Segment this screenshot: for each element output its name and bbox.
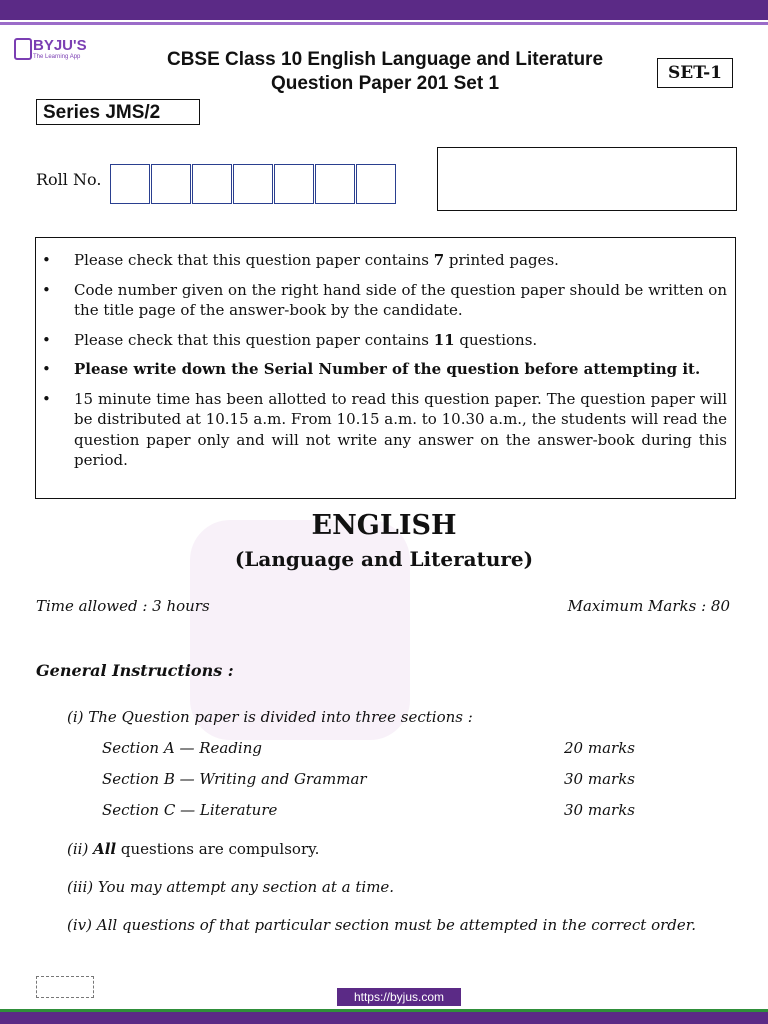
section-a-name: Section A — Reading xyxy=(102,739,262,757)
roll-no-box[interactable] xyxy=(151,164,191,204)
instruction-text-bold: 7 xyxy=(433,251,445,269)
series-label-box: Series JMS/2 xyxy=(36,99,200,125)
instructions-box xyxy=(35,237,736,499)
roll-no-box[interactable] xyxy=(192,164,232,204)
instruction-text-pre: 15 minute time has been allotted to read this question paper. The question paper will be distributed at 10.15 a.m. From 10.15 a.m. to 10.30 a.m., the students will read the question paper only and will not write any answer on the answer-book during this period. xyxy=(74,389,727,469)
instruction-ii-number: (ii) xyxy=(67,840,89,858)
bullet-icon: • xyxy=(42,280,51,299)
logo-subtext: The Learning App xyxy=(33,54,81,60)
bullet-icon: • xyxy=(42,251,51,269)
byjus-url-link[interactable]: https://byjus.com xyxy=(337,988,461,1006)
instruction-item xyxy=(36,330,727,351)
instruction-item xyxy=(36,250,727,271)
paper-header xyxy=(100,48,670,96)
instruction-text-post: printed pages. xyxy=(444,251,559,269)
instructions-list xyxy=(36,238,735,471)
paper-title: ENGLISH xyxy=(311,510,457,541)
time-allowed: Time allowed : 3 hours xyxy=(36,597,210,615)
instruction-text-pre: Please check that this question paper contains xyxy=(74,330,434,349)
bullet-icon: • xyxy=(42,360,51,378)
general-instructions-heading: General Instructions : xyxy=(36,661,234,680)
roll-no-box[interactable] xyxy=(315,164,355,204)
header-title-line1: CBSE Class 10 English Language and Literature xyxy=(166,49,604,70)
roll-no-boxes xyxy=(110,164,397,204)
instruction-ii-bold: All xyxy=(93,840,117,858)
section-c-name: Section C — Literature xyxy=(102,801,278,819)
stamp-box xyxy=(36,976,94,998)
instruction-text-pre: Please check that this question paper contains xyxy=(74,251,434,269)
bullet-icon: • xyxy=(42,330,51,349)
section-a-marks: 20 marks xyxy=(564,739,635,757)
byjus-logo-icon xyxy=(14,38,32,60)
byjus-logo xyxy=(14,36,86,64)
roll-no-box[interactable] xyxy=(274,164,314,204)
instruction-item xyxy=(36,389,727,471)
instruction-text-bold: 11 xyxy=(433,330,455,349)
instruction-item xyxy=(36,280,727,321)
instruction-item xyxy=(36,359,727,380)
roll-no-box[interactable] xyxy=(233,164,273,204)
bottom-brand-bar xyxy=(0,1012,768,1024)
instruction-ii-text: questions are compulsory. xyxy=(120,840,320,858)
instruction-iii: (iii) You may attempt any section at a time. xyxy=(67,878,395,896)
paper-subtitle: (Language and Literature) xyxy=(234,547,534,571)
section-b-marks: 30 marks xyxy=(564,770,635,788)
roll-no-box[interactable] xyxy=(356,164,396,204)
header-title-line2: Question Paper 201 Set 1 xyxy=(270,73,500,94)
section-b-name: Section B — Writing and Grammar xyxy=(102,770,367,788)
code-number-box xyxy=(437,147,737,211)
instruction-text-pre: Code number given on the right hand side of the question paper should be written on the title page of the answer-book by the candidate. xyxy=(74,280,727,319)
maximum-marks: Maximum Marks : 80 xyxy=(567,597,730,615)
instruction-text-bold: Please write down the Serial Number of the question before attempting it. xyxy=(74,360,701,378)
set-label-box: SET-1 xyxy=(657,58,733,88)
instruction-ii xyxy=(67,840,319,858)
top-brand-bar xyxy=(0,0,768,20)
roll-no-box[interactable] xyxy=(110,164,150,204)
instruction-iv: (iv) All questions of that particular section must be attempted in the correct order. xyxy=(67,916,697,934)
instruction-i: (i) The Question paper is divided into three sections : xyxy=(67,708,473,726)
top-accent-line xyxy=(0,22,768,25)
section-c-marks: 30 marks xyxy=(564,801,635,819)
bullet-icon: • xyxy=(42,389,51,408)
logo-text: BYJU'S xyxy=(33,37,87,54)
instruction-text-post: questions. xyxy=(454,330,538,349)
roll-no-label: Roll No. xyxy=(36,170,102,189)
